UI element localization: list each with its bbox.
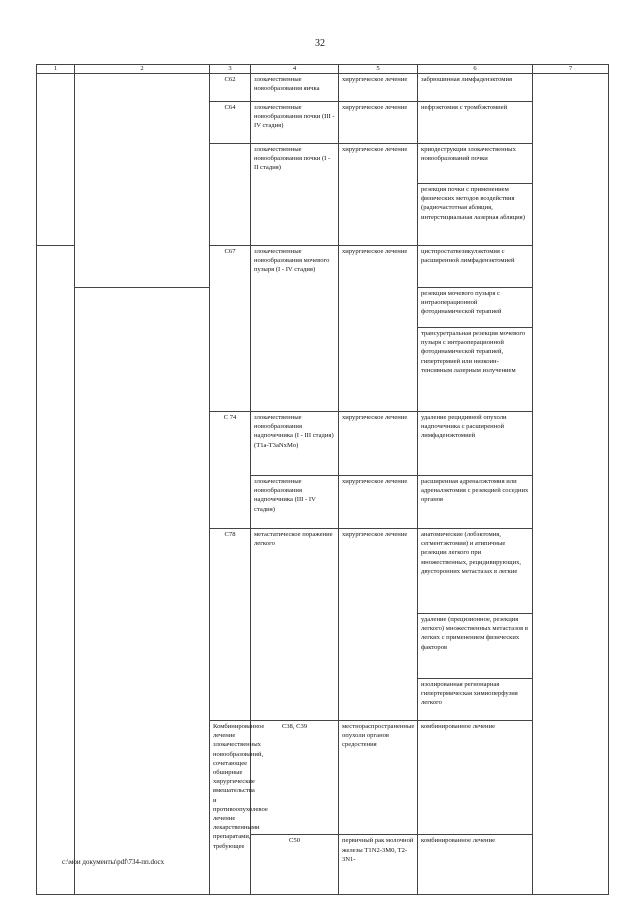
code-cell: C 74	[210, 412, 251, 529]
group-name-cell	[75, 288, 210, 895]
diagnosis-cell: злокачественные новообразования почки (III - IV стадия)	[251, 102, 339, 144]
code-cell: C50	[251, 835, 339, 894]
treatment-type-cell: хирургическое лечение	[339, 476, 418, 529]
code-cell: C67	[210, 246, 251, 412]
method-cell: резекция почки с применением физических методов воздействия (радиочастотная абляция, интерстициальная лазерная абляция)	[418, 184, 533, 246]
method-cell: резекция мочевого пузыря с интраоперационной фотодинамической терапией	[418, 288, 533, 328]
column-header: 5	[339, 65, 418, 74]
method-cell: трансуретральная резекция мочевого пузыря с интраоперационной фотодинамической терапией, гипертермией или низкоин-тенсивным лазерным излучением	[418, 328, 533, 412]
treatment-type-cell: хирургическое лечение	[339, 102, 418, 144]
blank-cell	[533, 74, 609, 895]
treatment-type-cell: хирургическое лечение	[339, 246, 418, 412]
method-cell: удаление (прецизионное, резекция легкого) множественных метастазов в легких с применением физических факторов	[418, 614, 533, 679]
column-header: 7	[533, 65, 609, 74]
code-cell	[210, 144, 251, 246]
file-path-footer: c:\мои документы\pdf\734-пп.docx	[62, 858, 165, 866]
table-row	[37, 74, 609, 102]
diagnosis-cell: местнораспространенные опухоли органов средостения	[339, 721, 418, 835]
method-cell: изолированная регионарная гипертермическая химиоперфузия легкого	[418, 679, 533, 721]
diagnosis-cell: злокачественные новообразования надпочечника (III - IV стадия)	[251, 476, 339, 529]
group-name-cell: Комбинированное лечение злокачественных новообразований, сочетающее обширные хирургические вмешательства и противоопухолевое лечение лекарственными препаратами, требующее	[210, 721, 251, 895]
method-cell: забрюшинная лимфаденэктомия	[418, 74, 533, 102]
method-cell: расширенная адреналэктомия или адреналэктомия с резекцией соседних органов	[418, 476, 533, 529]
method-cell: криодеструкция злокачественных новообразований почки	[418, 144, 533, 184]
group-number-cell	[37, 74, 75, 246]
treatment-type-cell: хирургическое лечение	[339, 144, 418, 246]
method-cell: цистпростатвезикулэктомия с расширенной лимфаденэктомией	[418, 246, 533, 288]
diagnosis-cell: злокачественные новообразования надпочечника (I - III стадия) (T1a-T3aNxMo)	[251, 412, 339, 476]
code-cell: C78	[210, 529, 251, 721]
diagnosis-cell: злокачественные новообразования яичка	[251, 74, 339, 102]
method-cell: удаление рецидивной опухоли надпочечника с расширенной лимфаденэктомией	[418, 412, 533, 476]
treatment-type-cell: хирургическое лечение	[339, 74, 418, 102]
treatment-type-cell: хирургическое лечение	[339, 412, 418, 476]
column-header: 3	[210, 65, 251, 74]
diagnosis-cell: злокачественные новообразования мочевого пузыря (I - IV стадия)	[251, 246, 339, 412]
method-cell: анатомические (лобэктомия, сегментэктомия) и атипичные резекции легкого при множественных, рецидивирующих, двусторонних метастазах в легкие	[418, 529, 533, 614]
treatment-type-cell: комбинированное лечение	[418, 835, 533, 894]
column-header: 2	[75, 65, 210, 74]
group-name-cell	[75, 74, 210, 288]
code-cell: C62	[210, 74, 251, 102]
diagnosis-cell: злокачественные новообразования почки (I - II стадия)	[251, 144, 339, 246]
header-row	[37, 65, 609, 74]
column-header: 6	[418, 65, 533, 74]
method-cell: нефрэктомия с тромбэктомией	[418, 102, 533, 144]
treatment-type-cell: комбинированное лечение	[418, 721, 533, 835]
code-cell: C38, C39	[251, 721, 339, 835]
treatment-type-cell: хирургическое лечение	[339, 529, 418, 721]
code-cell: C64	[210, 102, 251, 144]
diagnosis-cell: первичный рак молочной железы T1N2-3M0, T2-3N1-	[339, 835, 418, 894]
column-header: 4	[251, 65, 339, 74]
group-number-cell	[37, 246, 75, 895]
treatment-table	[36, 64, 609, 895]
page-number: 32	[315, 38, 325, 49]
diagnosis-cell: метастатическое поражение легкого	[251, 529, 339, 721]
column-header: 1	[37, 65, 75, 74]
